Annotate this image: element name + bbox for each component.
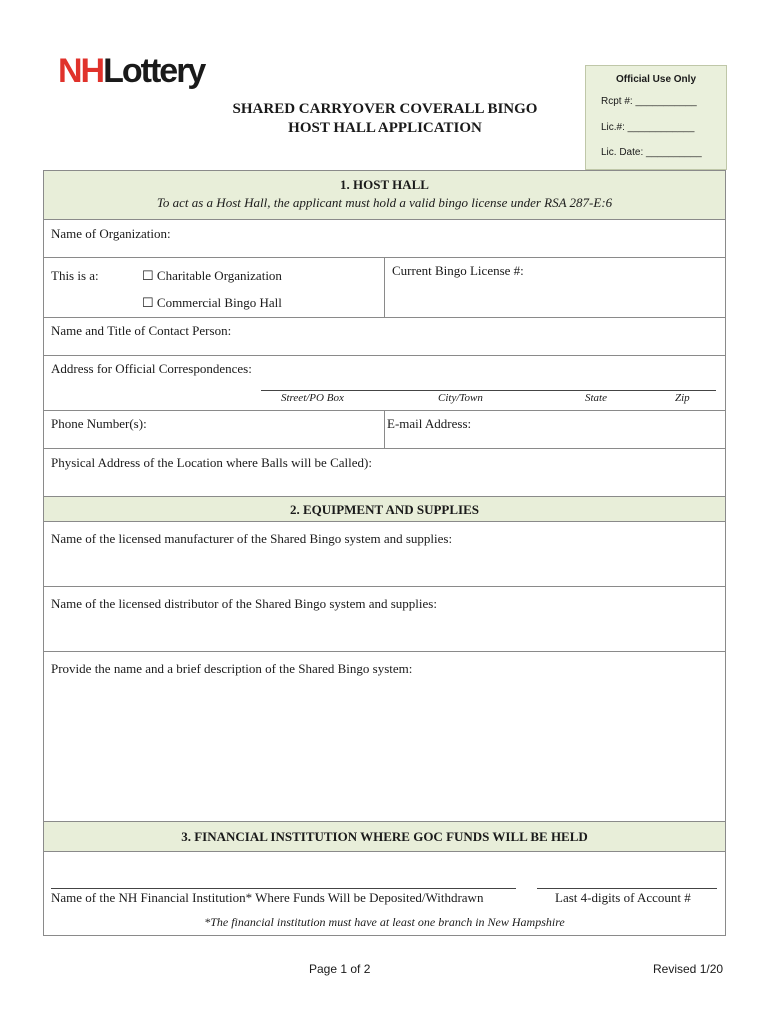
- application-form: [43, 170, 726, 936]
- form-title: SHARED CARRYOVER COVERALL BINGO HOST HALL APPLICATION: [232, 101, 538, 136]
- official-use-box: [585, 65, 727, 170]
- manufacturer-row[interactable]: Name of the licensed manufacturer of the Shared Bingo system and supplies:: [44, 521, 725, 586]
- lic-field[interactable]: Lic.#: ____________: [601, 122, 695, 133]
- distributor-row[interactable]: Name of the licensed distributor of the Shared Bingo system and supplies:: [44, 586, 725, 651]
- rcpt-field[interactable]: Rcpt #: ___________: [601, 96, 697, 107]
- org-name-row[interactable]: Name of Organization:: [44, 219, 725, 257]
- institution-field[interactable]: Name of the NH Financial Institution* Where Funds Will be Deposited/Withdrawn: [51, 890, 484, 905]
- current-license-field[interactable]: Current Bingo License #:: [392, 263, 524, 278]
- lic-date-field[interactable]: Lic. Date: __________: [601, 147, 702, 158]
- system-description-row[interactable]: Provide the name and a brief description of the Shared Bingo system:: [44, 651, 725, 821]
- section3-header: 3. FINANCIAL INSTITUTION WHERE GOC FUNDS WILL BE HELD: [44, 821, 725, 851]
- org-type-row: This is a: ☐ Charitable Organization ☐ Commercial Bingo Hall Current Bingo License #:: [44, 257, 725, 317]
- charitable-checkbox[interactable]: ☐ Charitable Organization: [142, 268, 282, 283]
- physical-address-row[interactable]: Physical Address of the Location where Balls will be Called):: [44, 448, 725, 496]
- nh-lottery-logo: NHLottery: [58, 52, 205, 90]
- email-field[interactable]: E-mail Address:: [387, 416, 472, 431]
- revision-date: Revised 1/20: [653, 962, 724, 976]
- phone-field[interactable]: Phone Number(s):: [51, 416, 147, 431]
- account-digits-field[interactable]: Last 4-digits of Account #: [555, 890, 691, 905]
- contact-row[interactable]: Name and Title of Contact Person:: [44, 317, 725, 355]
- phone-email-row: [44, 410, 725, 448]
- official-use-header: Official Use Only: [615, 74, 697, 85]
- page-number: Page 1 of 2: [309, 962, 371, 976]
- financial-institution-row: Name of the NH Financial Institution* Where Funds Will be Deposited/Withdrawn Last 4-digits of Account # *The financial institution must have at least one branch in New Hampshire: [44, 851, 725, 936]
- commercial-checkbox[interactable]: ☐ Commercial Bingo Hall: [142, 295, 282, 310]
- section1-header: 1. HOST HALL To act as a Host Hall, the applicant must hold a valid bingo license under RSA 287-E:6: [44, 171, 725, 219]
- address-row[interactable]: Address for Official Correspondences: Street/PO Box City/Town State Zip: [44, 355, 725, 410]
- section2-header: 2. EQUIPMENT AND SUPPLIES: [44, 496, 725, 521]
